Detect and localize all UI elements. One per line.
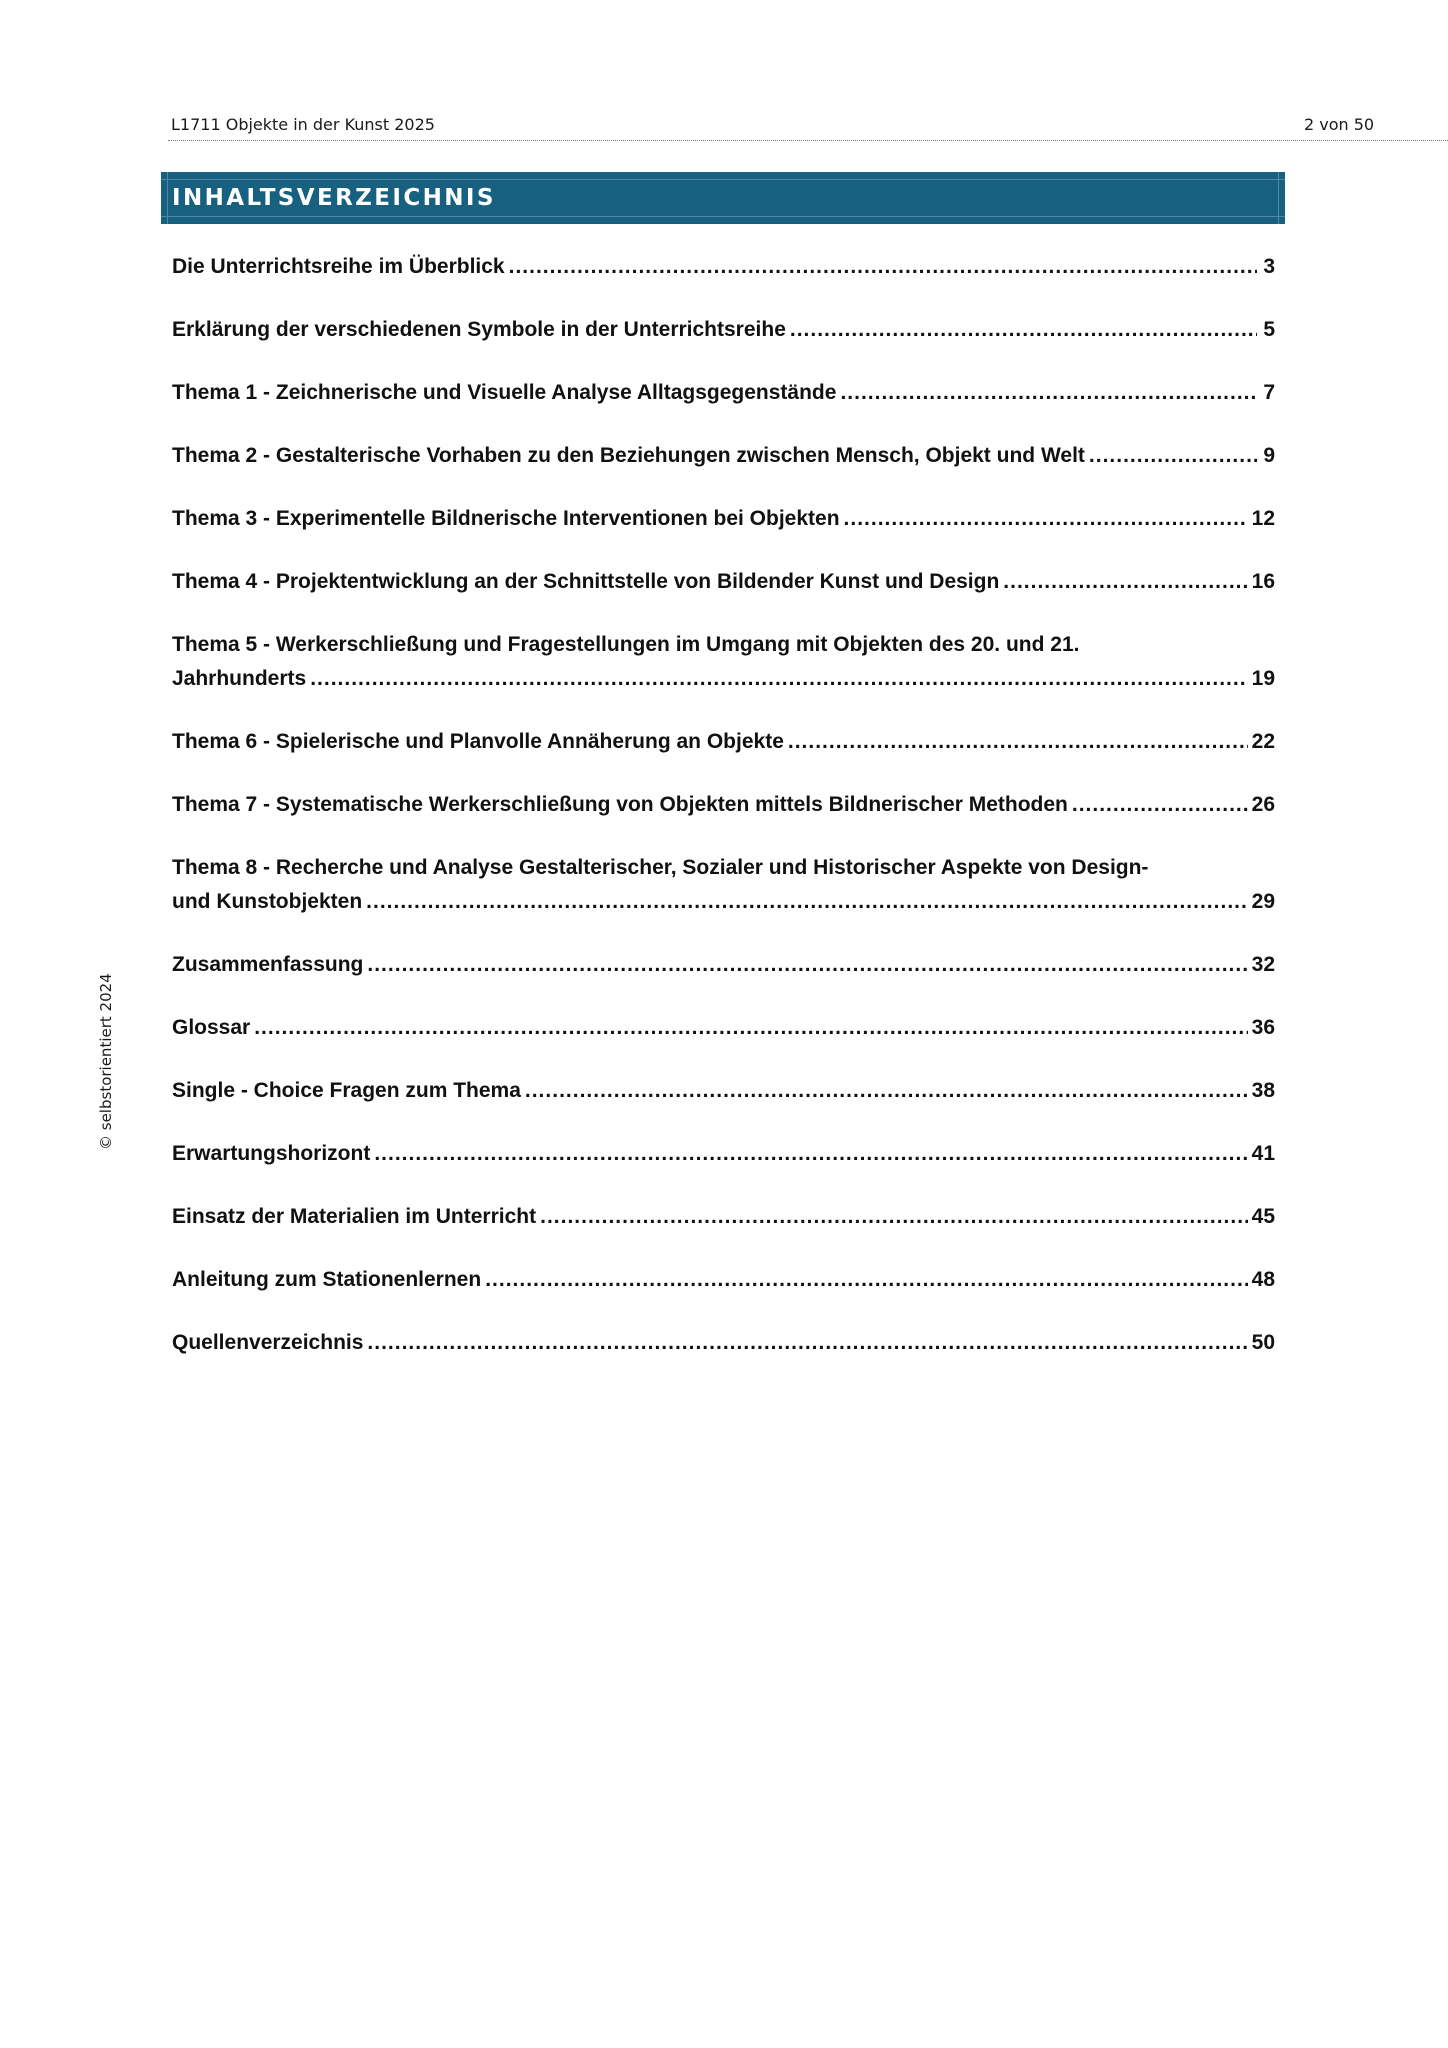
toc-entry-text: Thema 6 - Spielerische und Planvolle Annäherung an Objekte (172, 730, 784, 753)
toc-page-number: 7 (1263, 381, 1275, 404)
dot-leader (788, 725, 1248, 759)
toc-entry-text: und Kunstobjekten (172, 890, 363, 913)
toc-entry-text: Jahrhunderts (172, 667, 307, 690)
toc-entry-erwartungshorizont[interactable] (172, 1137, 1275, 1171)
dot-leader (367, 1326, 1247, 1360)
dot-leader (366, 885, 1247, 919)
toc-entry-text: Die Unterrichtsreihe im Überblick (172, 255, 505, 278)
toc-entry-symbole[interactable] (172, 313, 1275, 347)
toc-page-number: 36 (1251, 1016, 1275, 1039)
page-number: 2 von 50 (1304, 115, 1375, 134)
toc-entry-text: Erwartungshorizont (172, 1142, 371, 1165)
toc-entry-thema-2[interactable] (172, 439, 1275, 473)
dot-leader (374, 1137, 1247, 1171)
toc-entry-thema-8[interactable] (172, 851, 1275, 919)
toc-entry-einsatz-materialien[interactable] (172, 1200, 1275, 1234)
toc-entry-stationenlernen[interactable] (172, 1263, 1275, 1297)
toc-entry-zusammenfassung[interactable] (172, 948, 1275, 982)
toc-page-number: 45 (1251, 1205, 1275, 1228)
toc-entry-text-line1: Thema 8 - Recherche und Analyse Gestalterischer, Sozialer und Historischer Aspekte von Design- (172, 856, 1149, 879)
dot-leader (790, 313, 1257, 347)
toc-entry-text: Thema 1 - Zeichnerische und Visuelle Analyse Alltagsgegenstände (172, 381, 837, 404)
dot-leader (1072, 788, 1248, 822)
toc-page-number: 19 (1251, 667, 1275, 690)
toc-entry-text: Anleitung zum Stationenlernen (172, 1268, 482, 1291)
header-divider (168, 140, 1448, 141)
toc-page-number: 9 (1263, 444, 1275, 467)
dot-leader (310, 662, 1247, 696)
page-header (171, 112, 1375, 138)
toc-entry-thema-7[interactable] (172, 788, 1275, 822)
toc-entry-text: Glossar (172, 1016, 251, 1039)
dot-leader (540, 1200, 1248, 1234)
toc-entry-single-choice[interactable] (172, 1074, 1275, 1108)
dot-leader (509, 250, 1257, 284)
toc-page-number: 41 (1251, 1142, 1275, 1165)
toc-page-number: 50 (1251, 1331, 1275, 1354)
toc-entry-text: Single - Choice Fragen zum Thema (172, 1079, 521, 1102)
document-title: L1711 Objekte in der Kunst 2025 (171, 115, 435, 134)
toc-entry-thema-6[interactable] (172, 725, 1275, 759)
toc-entry-thema-4[interactable] (172, 565, 1275, 599)
toc-entry-thema-3[interactable] (172, 502, 1275, 536)
toc-entry-text: Thema 3 - Experimentelle Bildnerische Interventionen bei Objekten (172, 507, 840, 530)
dot-leader (367, 948, 1247, 982)
dot-leader (1089, 439, 1257, 473)
toc-page-number: 3 (1263, 255, 1275, 278)
toc-entry-text: Quellenverzeichnis (172, 1331, 364, 1354)
toc-entry-text: Zusammenfassung (172, 953, 364, 976)
toc-entry-text: Einsatz der Materialien im Unterricht (172, 1205, 537, 1228)
toc-entry-text-line1: Thema 5 - Werkerschließung und Fragestellungen im Umgang mit Objekten des 20. und 21. (172, 633, 1080, 656)
toc-entry-text: Thema 7 - Systematische Werkerschließung von Objekten mittels Bildnerischer Methoden (172, 793, 1068, 816)
toc-entry-thema-5[interactable] (172, 628, 1275, 696)
toc-page-number: 12 (1251, 507, 1275, 530)
toc-entry-text: Erklärung der verschiedenen Symbole in der Unterrichtsreihe (172, 318, 786, 341)
toc-title: INHALTSVERZEICHNIS (172, 185, 496, 211)
dot-leader (840, 376, 1257, 410)
dot-leader (1003, 565, 1247, 599)
toc-page-number: 16 (1251, 570, 1275, 593)
toc-entry-text: Thema 4 - Projektentwicklung an der Schnittstelle von Bildender Kunst und Design (172, 570, 1000, 593)
toc-page-number: 22 (1251, 730, 1275, 753)
toc-entry-glossar[interactable] (172, 1011, 1275, 1045)
toc-page-number: 32 (1251, 953, 1275, 976)
table-of-contents (172, 250, 1275, 1389)
toc-page-number: 5 (1263, 318, 1275, 341)
toc-entry-ueberblick[interactable] (172, 250, 1275, 284)
toc-page-number: 48 (1251, 1268, 1275, 1291)
toc-page-number: 38 (1251, 1079, 1275, 1102)
dot-leader (525, 1074, 1248, 1108)
toc-entry-quellenverzeichnis[interactable] (172, 1326, 1275, 1360)
dot-leader (844, 502, 1248, 536)
toc-page-number: 26 (1251, 793, 1275, 816)
toc-page-number: 29 (1251, 890, 1275, 913)
toc-entry-text: Thema 2 - Gestalterische Vorhaben zu den Beziehungen zwischen Mensch, Objekt und Welt (172, 444, 1085, 467)
dot-leader (485, 1263, 1247, 1297)
toc-heading-bar (161, 172, 1285, 224)
copyright-note: © selbstorientiert 2024 (97, 973, 115, 1150)
dot-leader (254, 1011, 1247, 1045)
toc-entry-thema-1[interactable] (172, 376, 1275, 410)
